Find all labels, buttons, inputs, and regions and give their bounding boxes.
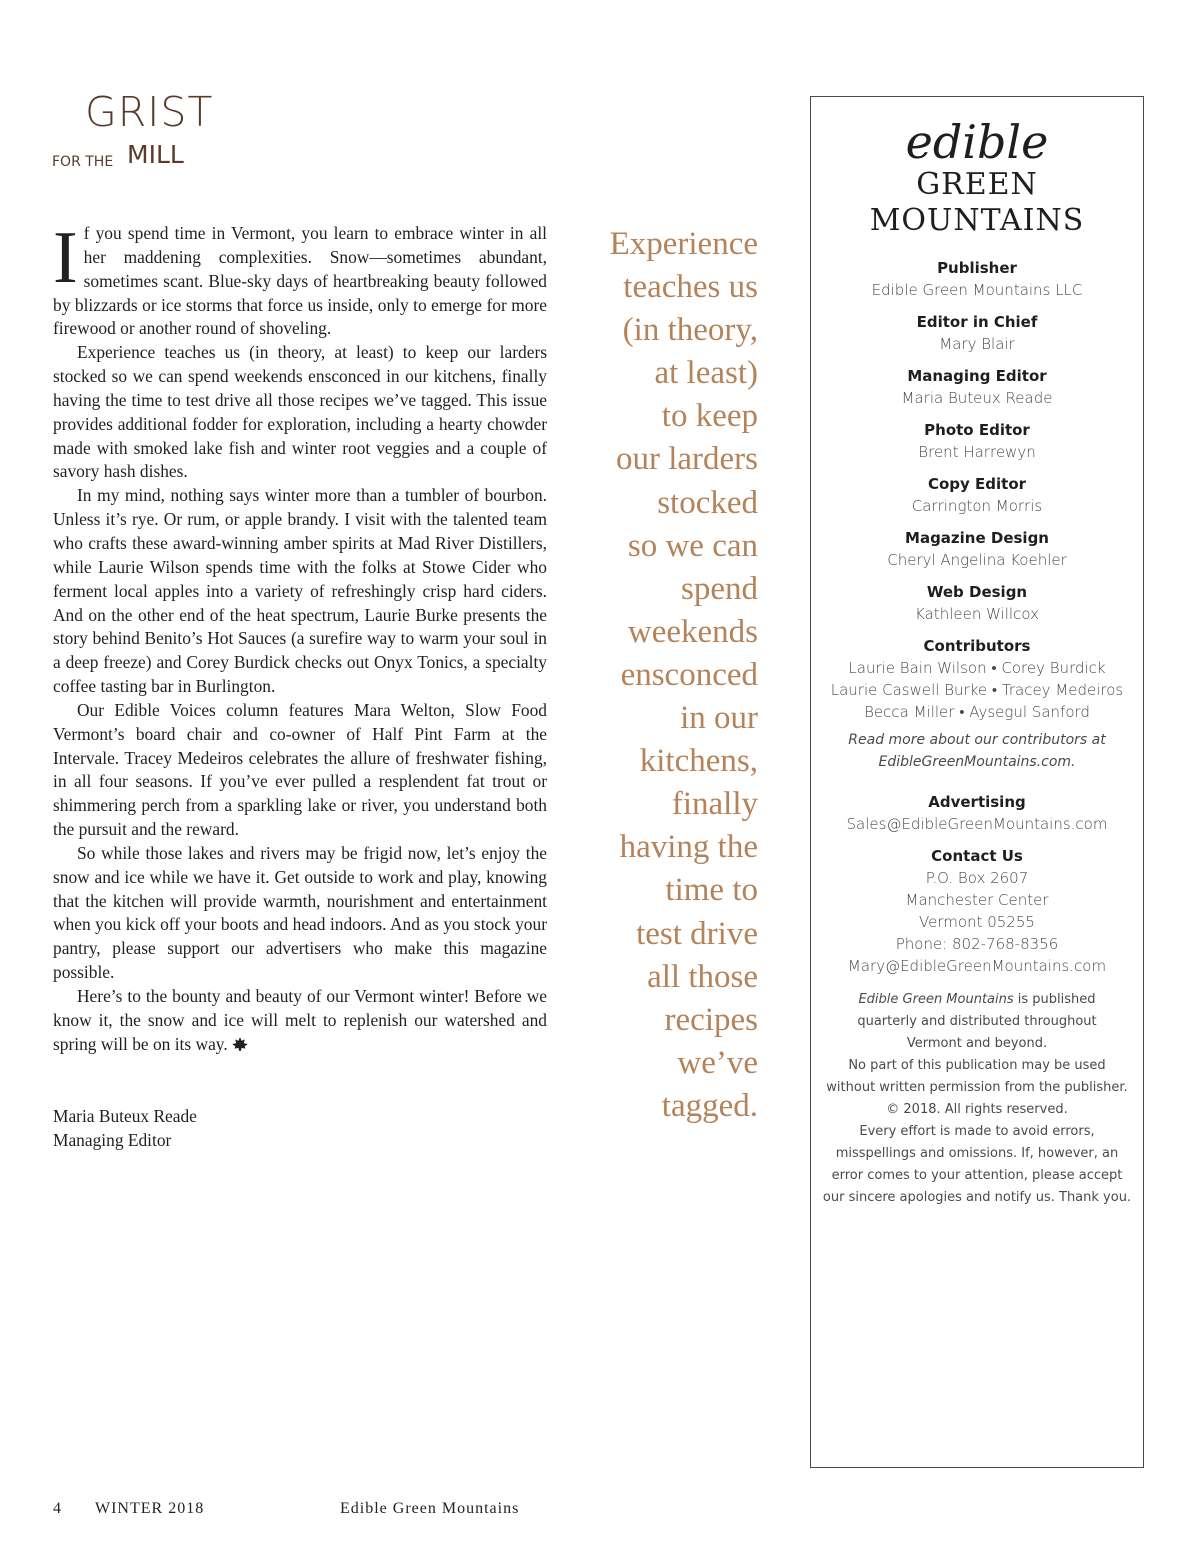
fine-line: No part of this publication may be used [848,1058,1106,1073]
fine-line: our sincere apologies and notify us. Thank you. [822,1190,1132,1205]
drop-cap: I [53,217,78,299]
paragraph-5: So while those lakes and rivers may be frigid now, let’s enjoy the snow and ice while we have it. Get outside to work and play, knowing that the kitchen will provide warmth, nourishment and entertainment when you kick off your boots and head indoors. And as you stock your pantry, please support our advertisers who make this magazine possible. [53,842,547,983]
fine-magazine-title: Edible Green Mountains [858,992,1014,1007]
role-name: Carrington Morris [911,497,1043,515]
pull-quote-line: in our [680,700,758,737]
fine-print [811,989,1143,1209]
role-title: Web Design [926,583,1028,601]
signature [53,1104,197,1152]
role-title: Advertising [928,793,1026,811]
pull-quote-line: ensconced [620,656,758,693]
pull-quote-line: our larders [615,441,758,478]
pull-quote-line: to keep [661,398,758,435]
pull-quote-line: teaches us [623,269,758,306]
magazine-name: Edible Green Mountains [340,1500,520,1517]
read-more-link[interactable]: EdibleGreenMountains.com. [878,754,1076,770]
paragraph-4: Our Edible Voices column features Mara Welton, Slow Food Vermont’s board chair and co-owner of Half Pint Farm at the Intervale. Tracey Medeiros celebrates the allure of freshwater fishing, in all four seasons. If you’ve ever pulled a resplendent fat trout or shimmering perch from a sparkling lake or river, you understand both the pursuit and the reward. [53,699,547,840]
pull-quote-line: recipes [664,1001,758,1038]
contributors-line: Laurie Caswell Burke • Tracey Medeiros [830,681,1124,699]
role-editor-in-chief [811,311,1143,355]
pull-quote-line: weekends [627,613,758,650]
signature-name: Maria Buteux Reade [53,1106,197,1126]
role-title: Contact Us [931,847,1023,865]
role-name: Mary Blair [939,335,1015,353]
role-publisher [811,257,1143,301]
masthead-grist: GRIST [85,88,214,136]
role-title: Copy Editor [927,475,1027,493]
contributors-line: Becca Miller • Aysegul Sanford [864,703,1090,721]
contact-email-link[interactable]: Mary@EdibleGreenMountains.com [847,957,1107,975]
role-title: Managing Editor [907,367,1047,385]
paragraph-2: Experience teaches us (in theory, at least) to keep our larders stocked so we can spend weekends ensconced in our kitchens, finally having the time to test drive all those recipes we’ve tagged. This issue provides additional fodder for exploration, including a hearty chowder made with smoked lake fish and winter root veggies and a couple of savory hash dishes. [53,342,547,482]
role-name: Maria Buteux Reade [901,389,1053,407]
maple-leaf-icon [232,1037,248,1051]
role-name: Kathleen Willcox [915,605,1039,623]
role-name: Edible Green Mountains LLC [871,281,1083,299]
role-contact [811,845,1143,977]
page-number: 4 [53,1500,61,1517]
logo-edible: edible [905,115,1049,169]
masthead-mill: MILL [127,140,184,169]
role-title: Publisher [937,259,1017,277]
issue-season: WINTER 2018 [95,1500,205,1517]
role-copy-editor [811,473,1143,517]
contributors-line: Laurie Bain Wilson • Corey Burdick [848,659,1106,677]
role-managing-editor [811,365,1143,409]
fine-line [811,989,1143,1011]
pull-quote-line: stocked [657,484,758,521]
pull-quote-line: finally [671,786,758,823]
pull-quote [572,223,758,1128]
role-name: Brent Harrewyn [918,443,1036,461]
pull-quote-line: all those [647,958,758,995]
pull-quote-line: spend [681,570,758,607]
role-contributors [811,635,1143,773]
pull-quote-line: tagged. [661,1087,758,1124]
paragraph-6 [53,985,547,1057]
role-title: Magazine Design [905,529,1049,547]
fine-line: quarterly and distributed throughout [857,1014,1097,1029]
paragraph-6-text: Here’s to the bounty and beauty of our Vermont winter! Before we know it, the snow and ice will melt to replenish our watershed and spring will be on its way. [53,986,547,1054]
contact-line: Manchester Center [905,891,1049,909]
pull-quote-line: we’ve [677,1044,758,1081]
contact-line: P.O. Box 2607 [925,869,1029,887]
role-title: Editor in Chief [916,313,1038,331]
fine-line: without written permission from the publisher. [826,1080,1128,1095]
role-web-design [811,581,1143,625]
fine-line: © 2018. All rights reserved. [886,1102,1068,1117]
staff-box [810,96,1144,1468]
pull-quote-line: (in theory, [622,312,758,349]
masthead-for-the: FOR THE [52,154,114,170]
fine-line-rest: is published [1013,992,1096,1007]
pull-quote-line: having the [619,829,758,866]
read-more-line: Read more about our contributors at [848,732,1106,748]
role-title: Photo Editor [924,421,1030,439]
role-name: Cheryl Angelina Koehler [887,551,1067,569]
fine-line: Vermont and beyond. [906,1036,1048,1051]
fine-line: misspellings and omissions. If, however, an [835,1146,1119,1161]
advertising-email-link[interactable]: Sales@EdibleGreenMountains.com [846,815,1108,833]
role-photo-editor [811,419,1143,463]
role-title: Contributors [923,637,1031,655]
logo-mountains: MOUNTAINS [869,203,1085,238]
contact-line: Vermont 05255 [919,913,1035,931]
role-magazine-design [811,527,1143,571]
pull-quote-line: at least) [654,355,758,392]
staff-list [811,257,1143,987]
role-advertising [811,791,1143,835]
signature-title: Managing Editor [53,1130,172,1150]
pull-quote-line: test drive [636,915,758,952]
paragraph-1-text: f you spend time in Vermont, you learn to embrace winter in all her maddening complexities. Snow—sometimes abundant, sometimes scant. Blue-sky days of heartbreaking beauty followed by blizzards or ice storms that force us inside, only to emerge for more firewood or another round of shoveling. [53,223,547,339]
editorial-body [53,217,547,1057]
fine-line: error comes to your attention, please accept [831,1168,1123,1183]
contact-phone: Phone: 802-768-8356 [895,935,1059,953]
pull-quote-line: time to [665,872,758,909]
read-more-note [811,729,1143,773]
pull-quote-line: so we can [627,527,758,564]
fine-line: Every effort is made to avoid errors, [859,1124,1095,1139]
logo-green: GREEN [916,167,1038,202]
paragraph-3: In my mind, nothing says winter more than a tumbler of bourbon. Unless it’s rye. Or rum, or apple brandy. I visit with the talented team who crafts these award-winning amber spirits at Mad River Distillers, while Laurie Wilson spends time with the folks at Stowe Cider who ferment local apples into a variety of refreshingly crisp hard ciders. And on the other end of the heat spectrum, Laurie Burke presents the story behind Benito’s Hot Sauces (a surefire way to warm your soul in a deep freeze) and Corey Burdick checks out Onyx Tonics, a specialty coffee tasting bar in Burlington. [53,485,547,697]
pull-quote-line: kitchens, [639,743,758,780]
pull-quote-line: Experience [609,226,758,262]
paragraph-1 [53,217,547,341]
